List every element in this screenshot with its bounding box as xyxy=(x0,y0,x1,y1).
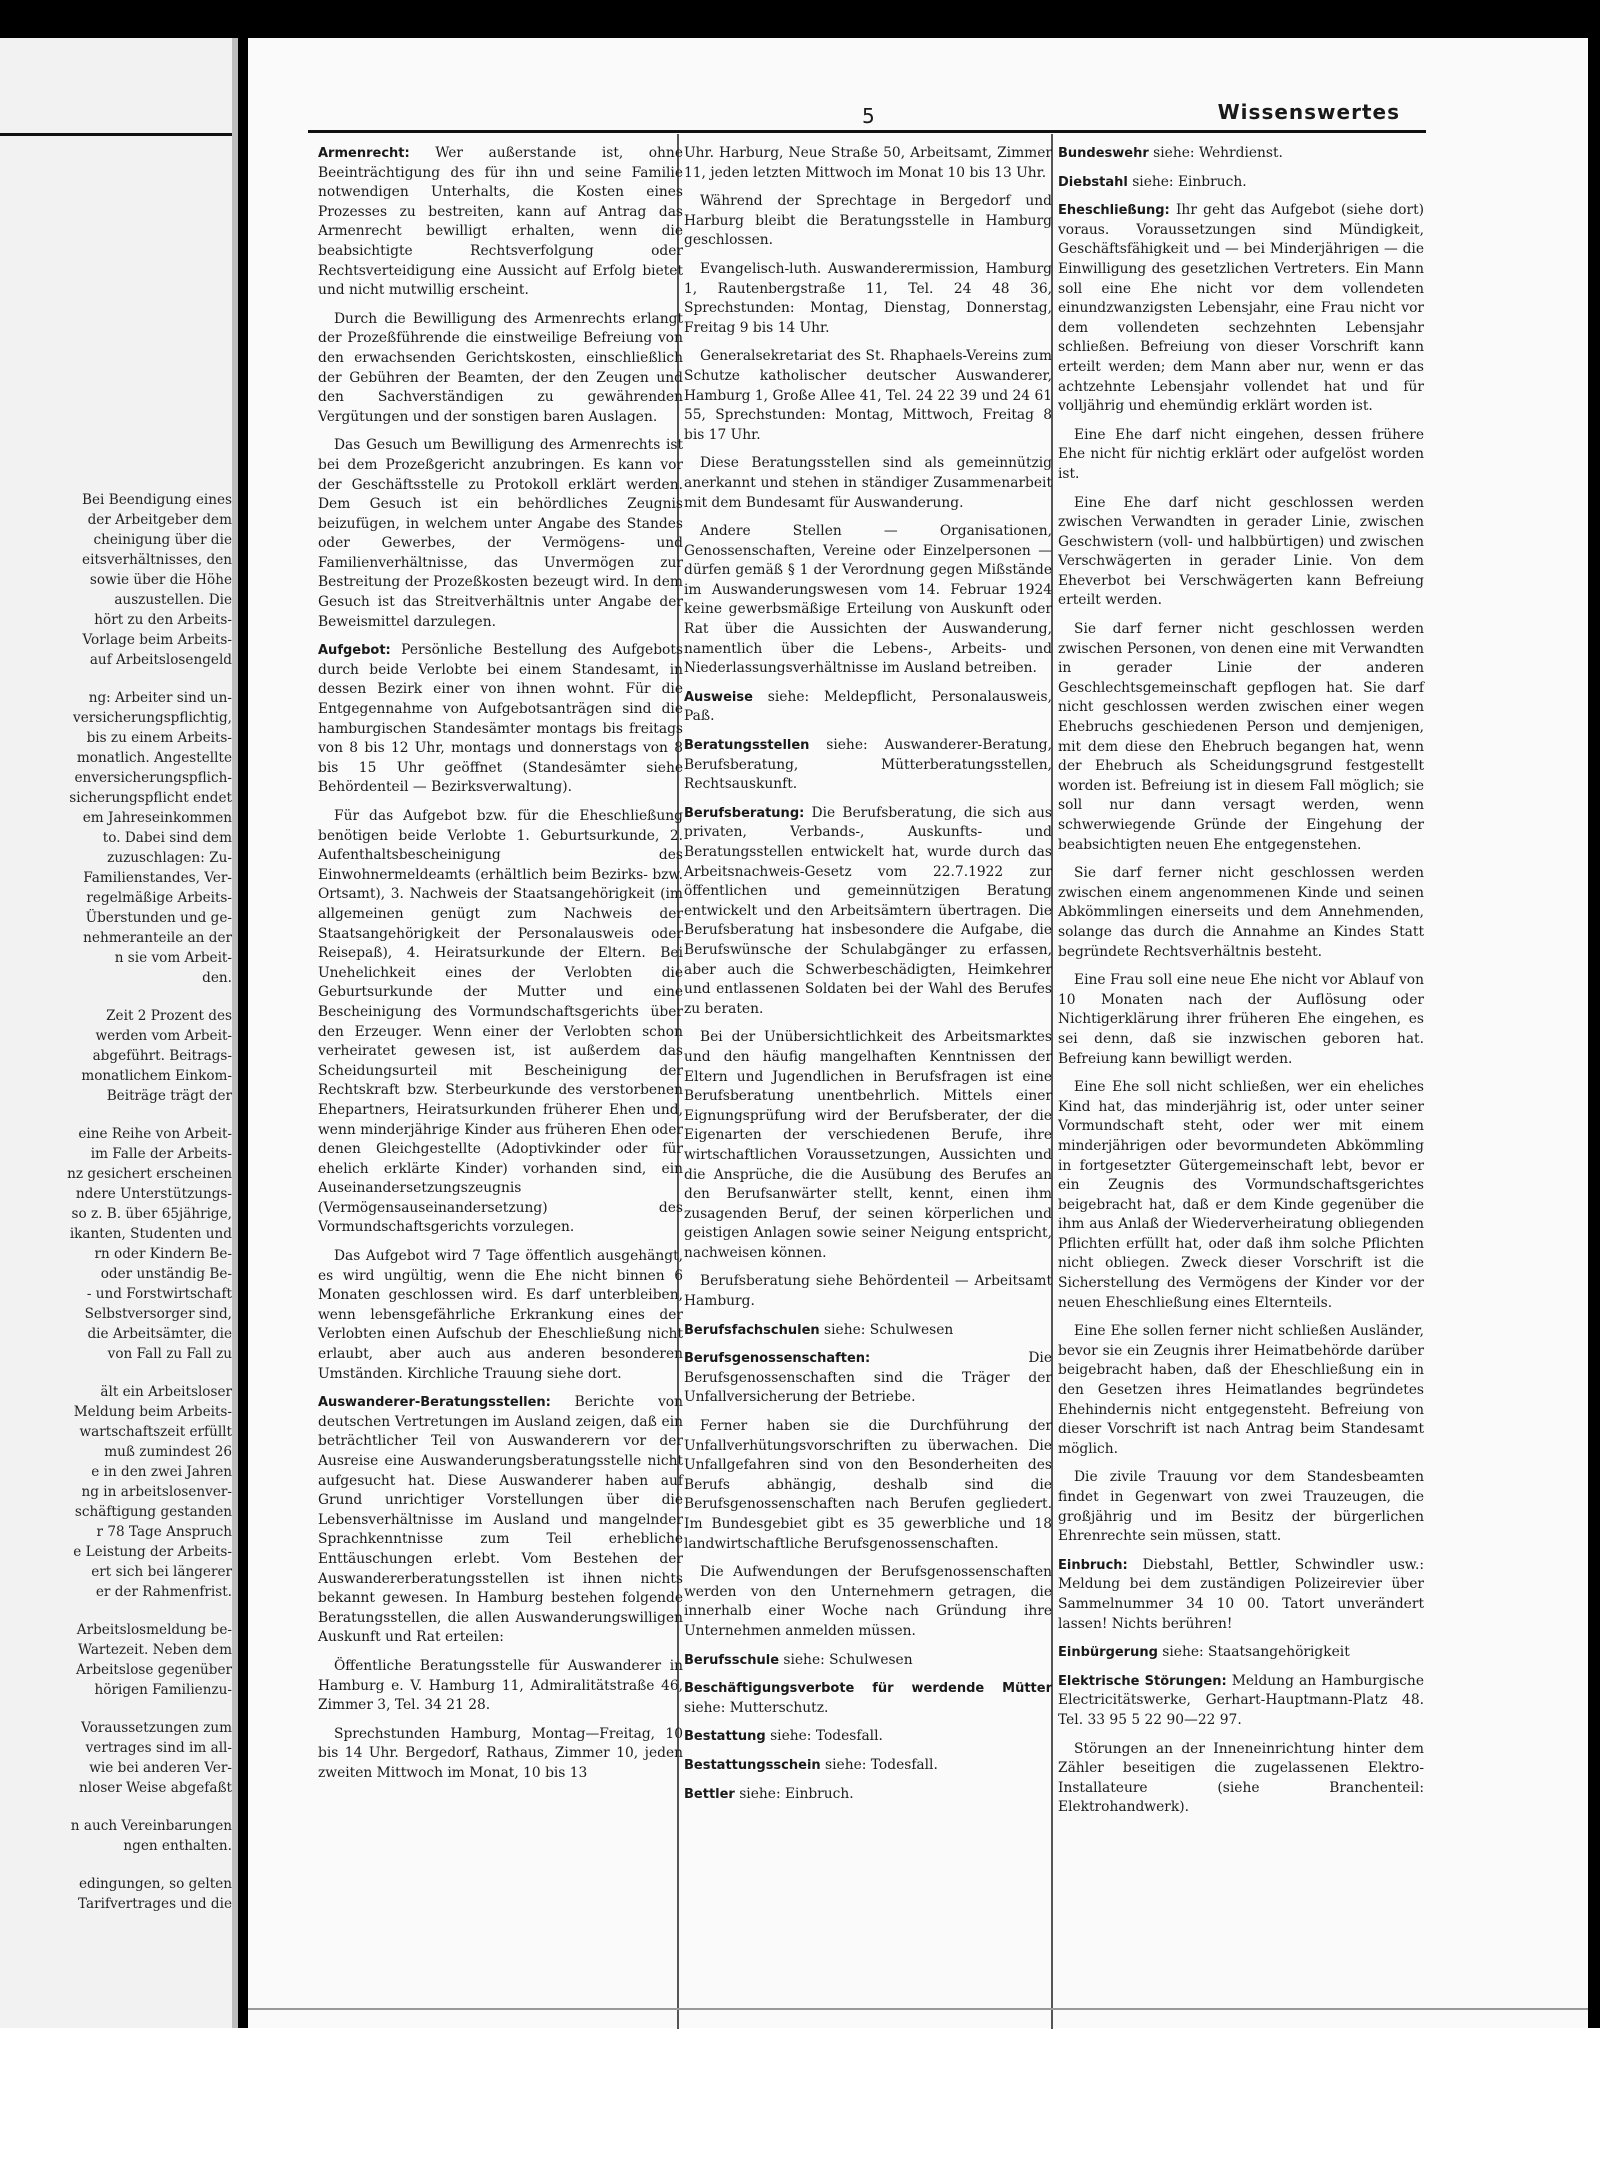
facing-page-line: sicherungspflicht endet xyxy=(69,790,232,806)
facing-page-line: ält ein Arbeitsloser xyxy=(100,1384,232,1400)
facing-page-line: Arbeitslosmeldung be- xyxy=(76,1622,232,1638)
text-column-2 xyxy=(684,144,1052,1813)
col3-paragraph xyxy=(1058,1643,1424,1663)
entry-keyword: Auswanderer-Beratungsstellen: xyxy=(318,1395,551,1411)
facing-page-line: monatlichem Einkom- xyxy=(81,1068,232,1084)
entry-keyword: Bundeswehr xyxy=(1058,146,1149,161)
entry-text: siehe: Todesfall. xyxy=(820,1756,938,1773)
col3-paragraph xyxy=(1058,1468,1424,1546)
entry-keyword: Aufgebot: xyxy=(318,643,391,659)
facing-page-fragment xyxy=(0,38,238,2028)
col2-paragraph xyxy=(684,804,1052,1020)
entry-text: Ferner haben sie die Durchführung der Unfallverhütungsvorschriften zu überwachen. Die Unfallgefahren sind von den Besonderheiten des Berufs abhängig, deshalb sind die Berufsgenossenschaften nach Berufen gegliedert. Im Bundesgebiet gibt es 35 gewerbliche und 18 landwirtschaftliche Berufsgenossenschaften. xyxy=(684,1418,1052,1552)
entry-keyword: Berufsberatung: xyxy=(684,805,805,821)
facing-page-line: nloser Weise abgefaßt xyxy=(79,1780,232,1796)
scan-border-right xyxy=(1588,0,1600,2177)
facing-page-line: Überstunden und ge- xyxy=(85,910,232,926)
facing-page-line: eitsverhältnisses, den xyxy=(82,552,232,568)
facing-page-gap xyxy=(0,1602,232,1620)
entry-text: siehe: Staatsangehörigkeit xyxy=(1157,1644,1350,1661)
col2-paragraph xyxy=(684,1563,1052,1641)
col3-paragraph xyxy=(1058,620,1424,855)
facing-page-line: oder unständig Be- xyxy=(100,1266,232,1282)
entry-text: Sie darf ferner nicht geschlossen werden zwischen Personen, von denen eine mit Verwandten in gerader Linie der anderen Geschlechtsgemeinschaft gepflogen hat. Sie darf nicht geschlossen werden zwischen einer wegen Ehebruchs geschiedenen Person und demjenigen, mit dem diese den Ehebruch begangen hat, wenn der Ehebruch als Scheidungsgrund festgestellt worden ist. Befreiung ist in diesem Fall möglich; sie soll nur dann versagt werden, wenn schwerwiegende Gründe der Eingehung der beabsichtigten neuen Ehe entgegenstehen. xyxy=(1058,621,1424,853)
facing-page-line: er der Rahmenfrist. xyxy=(95,1584,232,1600)
facing-page-line: cheinigung über die xyxy=(93,532,232,548)
col2-paragraph xyxy=(684,144,1052,183)
facing-page-line: n auch Vereinbarungen xyxy=(70,1818,232,1834)
page-bottom-edge xyxy=(248,2008,1588,2010)
facing-page-line: regelmäßige Arbeits- xyxy=(86,890,232,906)
facing-page-line: auf Arbeitslosengeld xyxy=(89,652,232,668)
col2-paragraph xyxy=(684,1756,1052,1776)
entry-keyword: Diebstahl xyxy=(1058,174,1128,190)
facing-page-line: r 78 Tage Anspruch xyxy=(96,1524,232,1540)
scan-border-bottom xyxy=(0,2028,1600,2177)
entry-text: Für das Aufgebot bzw. für die Eheschließung benötigen beide Verlobte 1. Geburtsurkunde, 2. Aufenthaltsbescheinigung des Einwohnermeldeamts (erhältlich beim Bezirks- bzw. Ortsamt), 3. Nachweis der Staatsangehörigkeit (im allgemeinen genügt zum Nachweis der Staatsangehörigkeit der Personalausweis oder Reisepaß), 4. Heiratsurkunde der Eltern. Bei Unehelichkeit eines der Verlobten die Geburtsurkunde der Mutter und eine Bescheinigung des Vormundschaftsgerichts über den Erzeuger. Wenn einer der Verlobten schon verheiratet gewesen ist, ist außerdem das Scheidungsurteil mit Bescheinigung der Rechtskraft bzw. Sterbeurkunde des verstorbenen Ehepartners, Heiratsurkunden früherer Ehen und, wenn minderjährige Kinder aus früheren Ehen oder denen Gleichgestellte (Adoptivkinder oder für ehelich erklärte Kinder) vorhanden sind, ein Auseinandersetzungszeugnis (Vermögensauseinandersetzung) des Vormundschaftsgerichts vorzulegen. xyxy=(318,808,683,1236)
col2-paragraph xyxy=(684,192,1052,251)
col3-paragraph xyxy=(1058,1740,1424,1818)
entry-text: Durch die Bewilligung des Armenrechts erlangt der Prozeßführende die einstweilige Befreiung von den erwachsenden Gerichtskosten, einschließlich der Gebühren der Beamten, der den Zeugen und den Sachverständigen zu gewährenden Vergütungen und der sonstigen baren Auslagen. xyxy=(318,310,683,425)
facing-page-line: Tarifvertrages und die xyxy=(78,1896,232,1912)
facing-page-line: hörigen Familienzu- xyxy=(94,1682,232,1698)
facing-page-line: Voraussetzungen zum xyxy=(81,1720,232,1736)
facing-page-line: ndere Unterstützungs- xyxy=(75,1186,232,1202)
col2-paragraph xyxy=(684,1272,1052,1311)
facing-page-line: enversicherungspflich- xyxy=(74,770,232,786)
entry-text: Wer außerstande ist, ohne Beeinträchtigung des für ihn und seine Familie notwendigen Unterhalts, die Kosten eines Prozesses zu bestreiten, kann auf Antrag das Armenrecht bewilligt erhalten, wenn die beabsichtigte Rechtsverfolgung oder Rechtsverteidigung eine Aussicht auf Erfolg bietet und nicht mutwillig erscheint. xyxy=(318,145,683,299)
entry-text: Diese Beratungsstellen sind als gemeinnützig anerkannt und stehen in ständiger Zusammenarbeit mit dem Bundesamt für Auswanderung. xyxy=(684,455,1052,511)
entry-keyword: Armenrecht: xyxy=(318,146,410,161)
facing-page-line: zuzuschlagen: Zu- xyxy=(107,850,232,866)
entry-text: Sprechstunden Hamburg, Montag—Freitag, 10 bis 14 Uhr. Bergedorf, Rathaus, Zimmer 10, jeden zweiten Mittwoch im Monat, 10 bis 13 xyxy=(318,1725,683,1781)
entry-text: Eine Ehe darf nicht geschlossen werden zwischen Verwandten in gerader Linie, zwischen Geschwistern (voll- und halbbürtigen) und zwischen Verschwägerten in gerader Linie. Von dem Eheverbot bei Verschwägerten kann Befreiung erteilt werden. xyxy=(1058,494,1424,609)
facing-page-gap xyxy=(0,1106,232,1124)
col2-paragraph xyxy=(684,1321,1052,1341)
entry-text: Bei der Unübersichtlichkeit des Arbeitsmarktes und den häufig mangelhaften Kenntnissen der Eltern und Jugendlichen in Berufsfragen ist eine Berufsberatung unentbehrlich. Mittels einer Eignungsprüfung wird der Berufsberater, der die Eigenarten der verschiedenen Berufe, ihre wirtschaftlichen Voraussetzungen, Aussichten und die Ansprüche, die die Ausübung des Berufes an den Berufsanwärter stellt, kennt, einen ihm zusagenden Beruf, der seinen körperlichen und geistigen Anlagen sowie seiner Neigung entspricht, nachweisen können. xyxy=(684,1029,1052,1261)
facing-page-gap xyxy=(0,1856,232,1874)
entry-keyword: Ausweise xyxy=(684,689,753,705)
facing-page-line: ngen enthalten. xyxy=(123,1838,232,1854)
entry-keyword: Berufsschule xyxy=(684,1652,780,1668)
facing-page-line: abgeführt. Beitrags- xyxy=(92,1048,232,1064)
facing-page-gap xyxy=(0,1700,232,1718)
facing-page-line: hört zu den Arbeits- xyxy=(94,612,232,628)
facing-page-line: Arbeitslose gegenüber xyxy=(76,1662,232,1678)
entry-text: siehe: Meldepflicht, Personalausweis, Paß. xyxy=(684,688,1052,725)
facing-page-line: rn oder Kindern Be- xyxy=(94,1246,232,1262)
entry-text: Meldung an Hamburgische Electricitätswerke, Gerhart-Hauptmann-Platz 48. Tel. 33 95 5 22 90—22 97. xyxy=(1058,1672,1424,1728)
col1-paragraph xyxy=(318,641,683,798)
entry-text: Andere Stellen — Organisationen, Genossenschaften, Vereine oder Einzelpersonen — dürfen gemäß § 1 der Verordnung gegen Mißstände im Auswanderungswesen vom 14. Februar 1924 keine gewerbsmäßige Erteilung von Auskunft oder Rat über die Aussichten der Auswanderung, namentlich über die Lebens-, Arbeits- und Niederlassungsverhältnisse im Ausland betreiben. xyxy=(684,523,1052,677)
col2-paragraph xyxy=(684,1727,1052,1747)
col2-paragraph xyxy=(684,522,1052,679)
col3-paragraph xyxy=(1058,1672,1424,1731)
entry-text: siehe: Einbruch. xyxy=(734,1785,854,1802)
facing-page-line: monatlich. Angestellte xyxy=(76,750,232,766)
entry-text: Diebstahl, Bettler, Schwindler usw.: Meldung bei dem zuständigen Polizeirevier über Sammelnummer 34 10 00. Tatort unverändert lassen! Nichts berühren! xyxy=(1058,1556,1424,1632)
facing-page-line: Wartezeit. Neben dem xyxy=(78,1642,232,1658)
entry-text: siehe: Einbruch. xyxy=(1127,173,1247,190)
facing-page-line: muß zumindest 26 xyxy=(104,1444,232,1460)
facing-page-line: auszustellen. Die xyxy=(114,592,232,608)
entry-text: Die Berufsgenossenschaften sind die Träger der Unfallversicherung der Betriebe. xyxy=(684,1350,1052,1406)
col2-paragraph xyxy=(684,1349,1052,1408)
col1-paragraph xyxy=(318,1247,683,1384)
facing-page-line: - und Forstwirtschaft xyxy=(86,1286,232,1302)
text-column-1 xyxy=(318,144,683,1793)
col2-paragraph xyxy=(684,260,1052,338)
entry-text: siehe: Schulwesen xyxy=(779,1651,913,1668)
entry-text: Eine Ehe sollen ferner nicht schließen Ausländer, bevor sie ein Zeugnis ihrer Heimatbehörde darüber beigebracht haben, daß der Eheschließung ein in den Gesetzen ihres Heimatlandes begründetes Ehehindernis nicht entgegensteht. Befreiung von dieser Vorschrift ist nach Antrag beim Standesamt möglich. xyxy=(1058,1323,1424,1457)
entry-text: siehe: Wehrdienst. xyxy=(1148,145,1283,161)
facing-page-line: bis zu einem Arbeits- xyxy=(86,730,232,746)
facing-page-line: eine Reihe von Arbeit- xyxy=(78,1126,232,1142)
entry-text: Eine Ehe soll nicht schließen, wer ein eheliches Kind hat, das minderjährig ist, oder unter seiner Vormundschaft steht, oder wer mit einem minderjährigen oder bevormundeten Abkömmling in fortgesetzter Gütergemeinschaft lebt, bevor er ein Zeugnis des Vormundschaftsgerichtes beigebracht hat, daß er dem Kinde gegenüber die ihm aus Anlaß der Wiederverheiratung obliegenden Pflichten erfüllt hat, oder daß ihm solche Pflichten nicht obliegen. Zweck dieser Vorschrift ist die Sicherstellung des Vermögens der Kinder vor der neuen Eheschließung eines Elternteils. xyxy=(1058,1079,1424,1311)
facing-page-line: nehmeranteile an der xyxy=(83,930,232,946)
entry-keyword: Einbruch: xyxy=(1058,1557,1128,1573)
facing-page-line: versicherungspflichtig, xyxy=(73,710,232,726)
entry-text: Eine Frau soll eine neue Ehe nicht vor Ablauf von 10 Monaten nach der Auflösung oder Nichtigerklärung ihrer früheren Ehe eingehen, es sei denn, daß sie inzwischen geboren hat. Befreiung kann bewilligt werden. xyxy=(1058,972,1424,1067)
facing-page-line: Meldung beim Arbeits- xyxy=(73,1404,232,1420)
facing-page-line: ng: Arbeiter sind un- xyxy=(88,690,232,706)
entry-keyword: Berufsfachschulen xyxy=(684,1322,820,1338)
entry-text: Generalsekretariat des St. Rhaphaels-Vereins zum Schutze katholischer deutscher Auswanderer, Hamburg 1, Große Allee 41, Tel. 24 22 39 und 24 61 55, Sprechstunden: Montag, Mittwoch, Freitag 8 bis 17 Uhr. xyxy=(684,348,1052,443)
col3-paragraph xyxy=(1058,971,1424,1069)
facing-page-line: werden vom Arbeit- xyxy=(95,1028,232,1044)
facing-page-line: so z. B. über 65jährige, xyxy=(71,1206,232,1222)
entry-text: Persönliche Bestellung des Aufgebots durch beide Verlobte bei einem Standesamt, in dessen Bezirk einer von ihnen wohnt. Für die Entgegennahme von Aufgebotsanträgen sind die hamburgischen Standesämter montags bis freitags von 8 bis 12 Uhr, montags und donnerstags von 8 bis 15 Uhr geöffnet (Standesämter siehe Behördenteil — Bezirksverwaltung). xyxy=(318,642,683,796)
col2-paragraph xyxy=(684,1785,1052,1805)
entry-keyword: Berufsgenossenschaften: xyxy=(684,1351,871,1367)
facing-page-line: e Leistung der Arbeits- xyxy=(73,1544,232,1560)
col3-paragraph xyxy=(1058,864,1424,962)
entry-text: Das Gesuch um Bewilligung des Armenrechts ist bei dem Prozeßgericht anzubringen. Es kann vor der Geschäftsstelle zu Protokoll erklärt werden. Dem Gesuch ist ein behördliches Zeugnis beizufügen, in welchem unter Angabe des Standes oder Gewerbes, der Vermögens- und Familienverhältnisse, das Unvermögen zur Bestreitung der Prozeßkosten bezeugt wird. In dem Gesuch ist das Streitverhältnis unter Angabe der Beweismittel darzulegen. xyxy=(318,437,683,630)
col1-paragraph xyxy=(318,1725,683,1784)
facing-page-gap xyxy=(0,1798,232,1816)
col1-paragraph xyxy=(318,144,683,301)
col2-paragraph xyxy=(684,736,1052,795)
entry-text: siehe: Auswanderer-Beratung, Berufsberatung, Mütterberatungsstellen, Rechtsauskunft. xyxy=(684,737,1052,793)
facing-page-text xyxy=(0,490,232,1914)
entry-text: Die zivile Trauung vor dem Standesbeamten findet in Gegenwart von zwei Trauzeugen, die großjährig und im Besitz der bürgerlichen Ehrenrechte sein müssen, statt. xyxy=(1058,1469,1424,1545)
facing-page-line: n sie vom Arbeit- xyxy=(114,950,232,966)
col3-paragraph xyxy=(1058,201,1424,417)
facing-page-line: edingungen, so gelten xyxy=(78,1876,232,1892)
entry-keyword: Bettler xyxy=(684,1786,735,1802)
entry-text: Eine Ehe darf nicht eingehen, dessen frühere Ehe nicht für nichtig erklärt oder aufgelöst worden ist. xyxy=(1058,426,1424,482)
entry-keyword: Elektrische Störungen: xyxy=(1058,1673,1227,1689)
entry-text: Öffentliche Beratungsstelle für Auswanderer in Hamburg e. V. Hamburg 11, Admiralitätstraße 46, Zimmer 3, Tel. 34 21 28. xyxy=(318,1657,683,1714)
col3-paragraph xyxy=(1058,173,1424,193)
entry-keyword: Einbürgerung xyxy=(1058,1645,1158,1661)
entry-text: Ihr geht das Aufgebot (siehe dort) voraus. Voraussetzungen sind Mündigkeit, Geschäftsfähigkeit und — bei Minderjährigen — die Einwilligung des gesetzlichen Vertreters. Ein Mann soll eine Ehe nicht vor dem vollendeten einundzwanzigsten Lebensjahr, eine Frau nicht vor dem vollendeten sechzehnten Lebensjahr schließen. Befreiung von dieser Vorschrift kann erteilt werden; dem Mann aber nur, wenn er das achtzehnte Lebensjahr vollendet hat und für volljährig und ehemündig erklärt worden ist. xyxy=(1058,202,1424,415)
entry-keyword: Eheschließung: xyxy=(1058,203,1170,219)
facing-page-line: wartschaftszeit erfüllt xyxy=(79,1424,232,1440)
entry-text: Uhr. Harburg, Neue Straße 50, Arbeitsamt, Zimmer 11, jeden letzten Mittwoch im Monat 10 bis 13 Uhr. xyxy=(684,145,1052,181)
facing-page-line: ikanten, Studenten und xyxy=(69,1226,232,1242)
col2-paragraph xyxy=(684,1417,1052,1554)
facing-page-line: im Falle der Arbeits- xyxy=(90,1146,232,1162)
facing-page-line: sowie über die Höhe xyxy=(89,572,232,588)
col3-paragraph xyxy=(1058,494,1424,612)
col1-paragraph xyxy=(318,1657,683,1716)
facing-page-line: Selbstversorger sind, xyxy=(84,1306,232,1322)
facing-page-line: Zeit 2 Prozent des xyxy=(106,1008,232,1024)
col1-paragraph xyxy=(318,1393,683,1648)
col2-paragraph xyxy=(684,1679,1052,1718)
entry-keyword: Bestattungsschein xyxy=(684,1757,821,1773)
facing-page-line: von Fall zu Fall zu xyxy=(107,1346,232,1362)
facing-page-line: vertrages sind im all- xyxy=(85,1740,232,1756)
entry-text: Berufsberatung siehe Behördenteil — Arbeitsamt Hamburg. xyxy=(684,1273,1052,1310)
entry-text: siehe: Todesfall. xyxy=(765,1728,883,1745)
entry-text: Die Berufsberatung, die sich aus privaten, Verbands-, Auskunfts- und Beratungsstellen entwickelt hat, wurde durch das Arbeitsnachweis-Gesetz vom 22.7.1922 zur öffentlichen und gemeinnützigen Beratung entwickelt und den Arbeitsämtern übertragen. Die Berufsberatung hat insbesondere die Aufgabe, die Berufswünsche der Schulabgänger zu erfassen, aber auch die Schwerbeschädigten, Heimkehrer und entlassenen Soldaten bei der Wahl des Berufes zu beraten. xyxy=(684,804,1052,1017)
page-number: 5 xyxy=(862,104,875,128)
entry-text: Berichte von deutschen Vertretungen im Ausland zeigen, daß ein beträchtlicher Teil von Auswanderern vor der Ausreise eine Auswanderungsberatungsstelle nicht aufgesucht hat. Diese Auswanderer haben auf Grund unrichtiger Vorstellungen über die Lebensverhältnisse im Ausland und mangelnder Sprachkenntnisse zum Teil erhebliche Enttäuschungen erlebt. Vom Bestehen der Auswandererberatungsstellen ist ihnen nichts bekannt gewesen. In Hamburg bestehen folgende Beratungsstellen, die allen Auswanderungswilligen Auskunft und Rat erteilen: xyxy=(318,1394,683,1646)
facing-page-line: die Arbeitsämter, die xyxy=(87,1326,232,1342)
text-column-3 xyxy=(1058,144,1424,1827)
entry-text: Die Aufwendungen der Berufsgenossenschaften werden von den Unternehmern getragen, die innerhalb einer Woche nach Gründung ihre Unternehmen anmelden müssen. xyxy=(684,1564,1052,1639)
facing-page-line: e in den zwei Jahren xyxy=(91,1464,232,1480)
entry-text: siehe: Schulwesen xyxy=(819,1321,954,1338)
col2-paragraph xyxy=(684,688,1052,727)
entry-text: siehe: Mutterschutz. xyxy=(684,1699,829,1716)
col1-paragraph xyxy=(318,310,683,428)
entry-text: Evangelisch-luth. Auswanderermission, Hamburg 1, Rautenbergstraße 11, Tel. 24 48 36, Sprechstunden: Montag, Dienstag, Donnerstag, Freitag 9 bis 14 Uhr. xyxy=(684,260,1052,336)
col3-paragraph xyxy=(1058,426,1424,485)
facing-page-line: ng in arbeitslosenver- xyxy=(81,1484,232,1500)
scan-border-top xyxy=(0,0,1600,38)
facing-page-line: wie bei anderen Ver- xyxy=(89,1760,232,1776)
col3-paragraph xyxy=(1058,1556,1424,1634)
facing-page-line: Beiträge trägt der xyxy=(106,1088,232,1104)
facing-page-line: den. xyxy=(202,970,232,986)
entry-text: Störungen an der Inneneinrichtung hinter dem Zähler beseitigen die zugelassenen Elektro-Installateure (siehe Branchenteil: Elektrohandwerk). xyxy=(1058,1740,1424,1816)
entry-keyword: Beschäftigungsverbote für werdende Mütter xyxy=(684,1681,1052,1697)
entry-text: Das Aufgebot wird 7 Tage öffentlich ausgehängt, es wird ungültig, wenn die Ehe nicht binnen 6 Monaten geschlossen wird. Es darf unterbleiben, wenn lebensgefährliche Erkrankung eines der Verlobten einen Aufschub der Eheschließung nicht erlaubt, aber auch aus anderen besonderen Umständen. Kirchliche Trauung siehe dort. xyxy=(318,1248,683,1382)
entry-text: Während der Sprechtage in Bergedorf und Harburg bleibt die Beratungsstelle in Hamburg geschlossen. xyxy=(684,193,1052,249)
facing-page-edge xyxy=(232,38,238,2028)
col3-paragraph xyxy=(1058,1322,1424,1459)
col2-paragraph xyxy=(684,1651,1052,1671)
facing-page-gap xyxy=(0,988,232,1006)
col2-paragraph xyxy=(684,347,1052,445)
facing-page-gap xyxy=(0,1364,232,1382)
facing-page-line: Familienstandes, Ver- xyxy=(83,870,232,886)
entry-keyword: Bestattung xyxy=(684,1729,766,1745)
facing-page-line: to. Dabei sind dem xyxy=(102,830,232,846)
col2-paragraph xyxy=(684,1028,1052,1263)
col1-paragraph xyxy=(318,807,683,1238)
col1-paragraph xyxy=(318,436,683,632)
col2-paragraph xyxy=(684,454,1052,513)
facing-page-line: Bei Beendigung eines xyxy=(82,492,232,508)
scan-gutter xyxy=(238,38,248,2028)
facing-page-line: nz gesichert erscheinen xyxy=(67,1166,232,1182)
col3-paragraph xyxy=(1058,1078,1424,1313)
facing-page-line: schäftigung gestanden xyxy=(74,1504,232,1520)
facing-page-line: em Jahreseinkommen xyxy=(82,810,232,826)
facing-page-line: ert sich bei längerer xyxy=(91,1564,232,1580)
header-rule xyxy=(308,130,1426,133)
facing-page-line: der Arbeitgeber dem xyxy=(87,512,232,528)
col3-paragraph xyxy=(1058,144,1424,164)
facing-page-header-rule xyxy=(0,133,238,136)
facing-page-gap xyxy=(0,670,232,688)
entry-text: Sie darf ferner nicht geschlossen werden zwischen einem angenommenen Kinde und seinen Abkömmlingen einerseits und dem Annehmenden, solange das durch die Annahme an Kindes Statt begründete Rechtsverhältnis besteht. xyxy=(1058,865,1424,960)
facing-page-line: Vorlage beim Arbeits- xyxy=(82,632,232,648)
section-title: Wissenswertes xyxy=(1217,100,1400,124)
entry-keyword: Beratungsstellen xyxy=(684,738,810,754)
